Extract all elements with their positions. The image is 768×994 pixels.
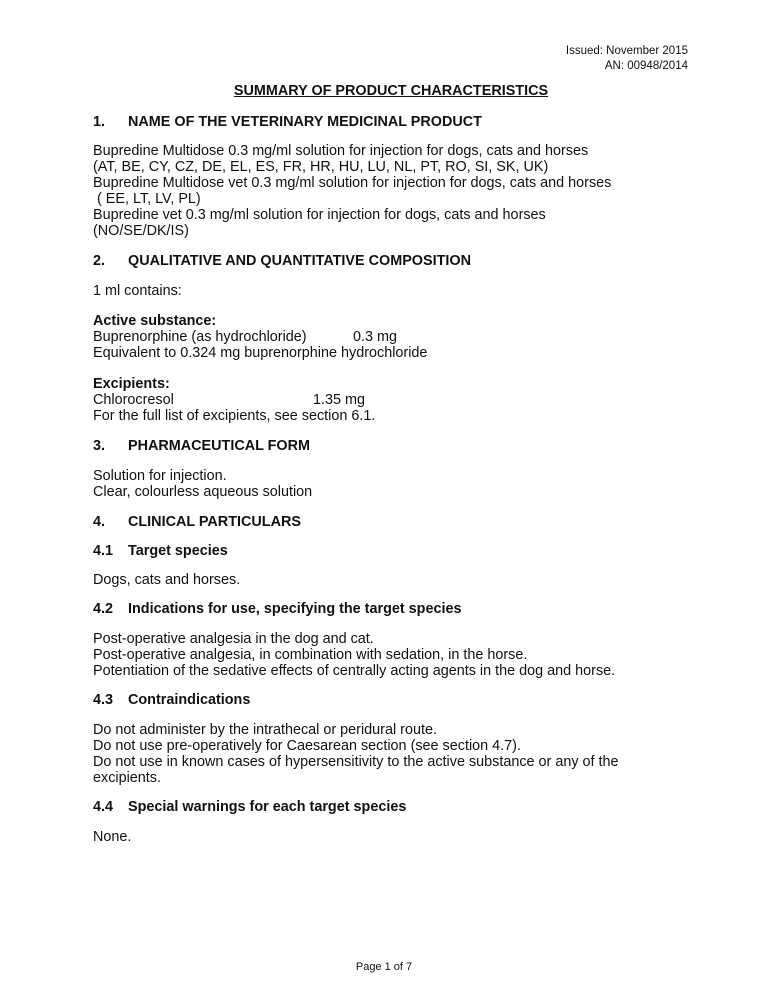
contraindication-line: Do not administer by the intrathecal or peridural route. [93,722,437,738]
composition-intro: 1 ml contains: [93,283,182,299]
form-line: Solution for injection. [93,468,227,484]
section-4-3-heading: 4.3 Contraindications [93,692,251,708]
section-3-heading: 3. PHARMACEUTICAL FORM [93,438,311,454]
indication-line: Post-operative analgesia in the dog and cat. [93,631,374,647]
active-substance-value: 0.3 mg [353,329,397,345]
product-name-line: (NO/SE/DK/IS) [93,223,189,239]
contraindication-line: Do not use pre-operatively for Caesarean section (see section 4.7). [93,738,521,754]
product-name-line: ( EE, LT, LV, PL) [93,191,201,207]
indication-line: Post-operative analgesia, in combination with sedation, in the horse. [93,647,528,663]
section-1-heading: 1. NAME OF THE VETERINARY MEDICINAL PRODUCT [93,114,482,130]
section-4-1-heading: 4.1 Target species [93,543,228,559]
excipients-note: For the full list of excipients, see section 6.1. [93,408,376,424]
an-number: AN: 00948/2014 [604,60,688,72]
excipient-name: Chlorocresol [93,392,174,408]
product-name-line: Bupredine Multidose vet 0.3 mg/ml solution for injection for dogs, cats and horses [93,175,612,191]
equivalent-line: Equivalent to 0.324 mg buprenorphine hydrochloride [93,345,428,361]
section-4-4-heading: 4.4 Special warnings for each target species [93,799,407,815]
issued-date: Issued: November 2015 [565,45,688,57]
section-4-2-heading: 4.2 Indications for use, specifying the target species [93,601,462,617]
product-name-line: Bupredine vet 0.3 mg/ml solution for injection for dogs, cats and horses [93,207,546,223]
page-number: Page 1 of 7 [355,961,413,973]
active-substance-row: Buprenorphine (as hydrochloride) [93,329,307,345]
excipients-label: Excipients: [93,376,170,392]
section-4-heading: 4. CLINICAL PARTICULARS [93,514,301,530]
product-name-line: (AT, BE, CY, CZ, DE, EL, ES, FR, HR, HU, LU, NL, PT, RO, SI, SK, UK) [93,159,549,175]
document-title: SUMMARY OF PRODUCT CHARACTERISTICS [233,83,549,99]
active-substance-label: Active substance: [93,313,217,329]
section-2-heading: 2. QUALITATIVE AND QUANTITATIVE COMPOSITION [93,253,471,269]
excipient-value: 1.35 mg [313,392,365,408]
product-name-line: Bupredine Multidose 0.3 mg/ml solution for injection for dogs, cats and horses [93,143,589,159]
contraindication-line: Do not use in known cases of hypersensitivity to the active substance or any of the [93,754,619,770]
form-line: Clear, colourless aqueous solution [93,484,313,500]
contraindication-line: excipients. [93,770,161,786]
indication-line: Potentiation of the sedative effects of centrally acting agents in the dog and horse. [93,663,616,679]
special-warnings-text: None. [93,829,132,845]
target-species-text: Dogs, cats and horses. [93,572,241,588]
